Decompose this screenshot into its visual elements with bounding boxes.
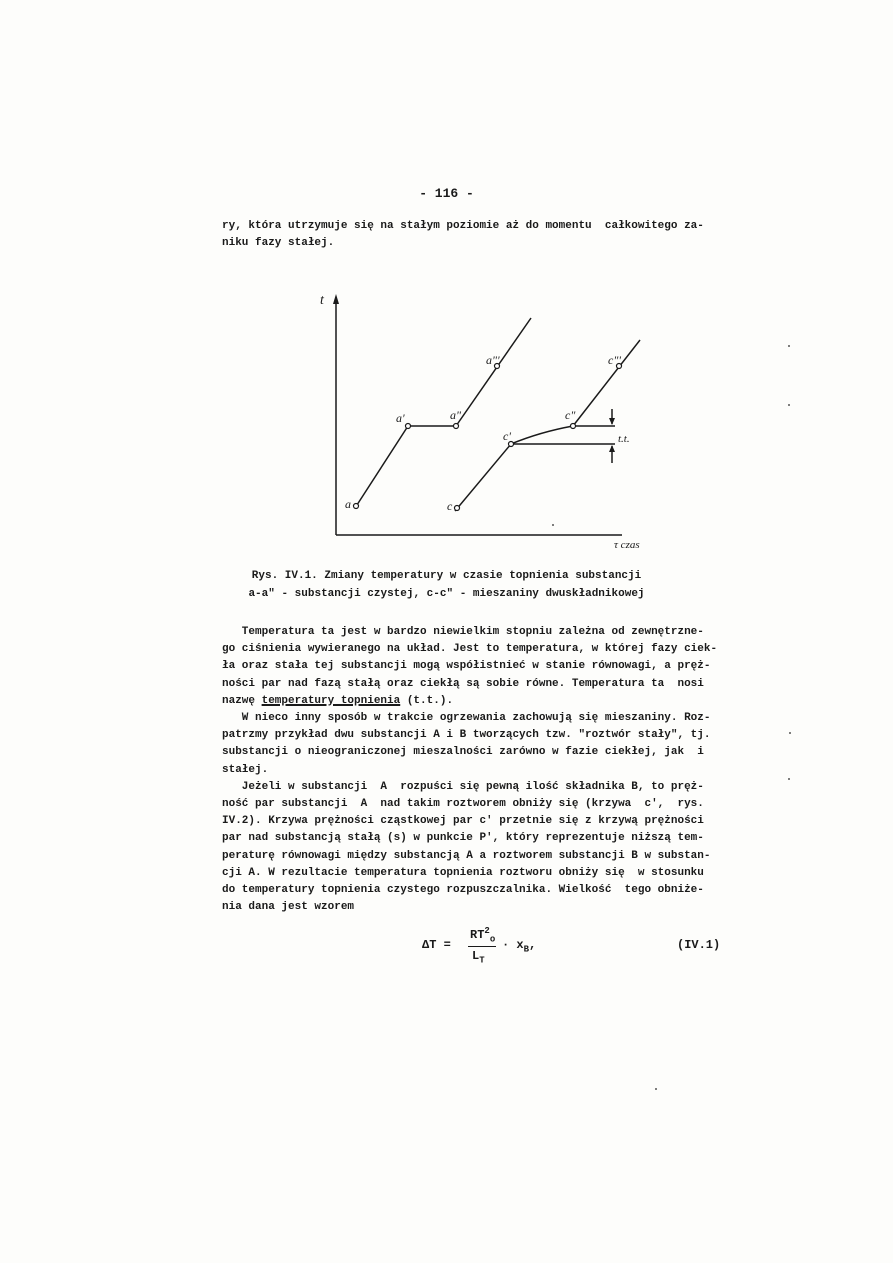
point-a <box>354 504 359 509</box>
body-line: cji A. W rezultacie temperatura topnienia roztworu obniży się w stosunku <box>222 866 704 879</box>
tt-label: t.t. <box>618 433 630 445</box>
formula-rhs <box>502 938 536 954</box>
equation-number: (IV.1) <box>677 938 721 952</box>
figure-caption-line-2: a-a" - substancji czystej, c-c" - mieszaniny dwuskładnikowej <box>248 588 645 600</box>
page-number: - 116 - <box>419 186 474 201</box>
formula-numerator <box>470 926 495 944</box>
label-a3: a"' <box>486 353 500 367</box>
y-axis-arrowhead <box>333 294 339 304</box>
formula-rhs-end: , <box>529 938 537 952</box>
formula-rhs-text: · x <box>502 938 524 952</box>
body-line: IV.2). Krzywa prężności cząstkowej par c' przetnie się z krzywą prężności <box>222 815 704 828</box>
scan-speck <box>788 404 790 406</box>
intro-line: niku fazy stałej. <box>222 237 335 250</box>
formula-numerator-sup: 2 <box>484 926 490 936</box>
formula-numerator-sub: o <box>489 934 496 945</box>
body-line: par nad substancją stałą (s) w punkcie P', który reprezentuje niższą tem- <box>222 832 704 845</box>
body-line: patrzmy przykład dwu substancji A i B tworzących tzw. "roztwór stały", tj. <box>222 729 711 742</box>
body-text-fragment: nazwę <box>222 694 262 707</box>
term-temperatury-topnienia: temperatury topnienia <box>261 694 401 707</box>
scan-speck <box>655 1088 657 1090</box>
body-line: ności par nad fazą stałą oraz ciekłą są sobie równe. Temperatura ta nosi <box>222 677 704 690</box>
formula-rhs-sub: B <box>523 944 530 955</box>
temperature-time-graph <box>300 280 660 555</box>
label-a: a <box>345 497 351 511</box>
fraction-bar <box>468 946 496 947</box>
scan-speck <box>788 778 790 780</box>
formula-numerator-text: RT <box>470 928 485 942</box>
formula-denominator-sub: T <box>479 955 485 966</box>
figure-caption-line-1: Rys. IV.1. Zmiany temperatury w czasie topnienia substancji <box>251 570 642 582</box>
y-axis-label: t <box>320 293 324 308</box>
body-line: do temperatury topnienia czystego rozpuszczalnika. Wielkość tego obniże- <box>222 884 704 897</box>
scan-speck <box>552 524 554 526</box>
curve-c-liquid <box>573 340 640 426</box>
tt-arrowhead-upper <box>609 418 615 425</box>
body-line <box>222 693 742 710</box>
body-line: nia dana jest wzorem <box>222 901 355 914</box>
body-line: ła oraz stała tej substancji mogą współistnieć w stanie równowagi, a pręż- <box>222 660 711 673</box>
curve-a-rise <box>355 426 408 508</box>
label-c2: c" <box>565 408 576 422</box>
body-line: Temperatura ta jest w bardzo niewielkim stopniu zależna od zewnętrzne- <box>222 626 704 638</box>
intro-paragraph <box>222 218 742 252</box>
point-a2 <box>454 424 459 429</box>
x-axis-label: τ czas <box>614 539 640 551</box>
body-line: stałej. <box>222 763 269 776</box>
intro-line: ry, która utrzymuje się na stałym poziomie aż do momentu całkowitego za- <box>222 220 704 232</box>
equation-iv-1 <box>222 918 742 974</box>
label-c: c <box>447 499 453 513</box>
label-a2: a" <box>450 408 462 422</box>
formula-lhs: ΔT = <box>422 938 451 952</box>
body-text <box>222 624 742 916</box>
point-c2 <box>571 424 576 429</box>
tt-arrowhead-lower <box>609 445 615 452</box>
body-line: ność par substancji A nad takim roztworem obniży się (krzywa c', rys. <box>222 798 704 811</box>
body-line: go ciśnienia wywieranego na układ. Jest to temperatura, w której fazy ciek- <box>222 643 718 656</box>
body-line: peraturę równowagi między substancją A a roztworem substancji B w substan- <box>222 849 711 862</box>
body-line: Jeżeli w substancji A rozpuści się pewną ilość składnika B, to pręż- <box>222 780 704 793</box>
label-c1: c' <box>503 429 511 443</box>
curve-a-liquid <box>456 318 531 426</box>
scan-speck <box>789 732 791 734</box>
label-a1: a' <box>396 411 405 425</box>
curve-c-rise <box>455 444 511 511</box>
formula-denominator <box>472 949 485 965</box>
point-a1 <box>406 424 411 429</box>
body-line: substancji o nieograniczonej mieszalności zarówno w fazie ciekłej, jak i <box>222 746 704 759</box>
body-line: W nieco inny sposób w trakcie ogrzewania zachowują się mieszaniny. Roz- <box>222 712 711 725</box>
formula-denominator-text: L <box>472 949 480 963</box>
body-text-fragment: (t.t.). <box>400 694 454 707</box>
scan-speck <box>788 345 790 347</box>
label-c3: c"' <box>608 353 621 367</box>
curve-c-melting <box>511 426 573 444</box>
point-c <box>455 506 460 511</box>
